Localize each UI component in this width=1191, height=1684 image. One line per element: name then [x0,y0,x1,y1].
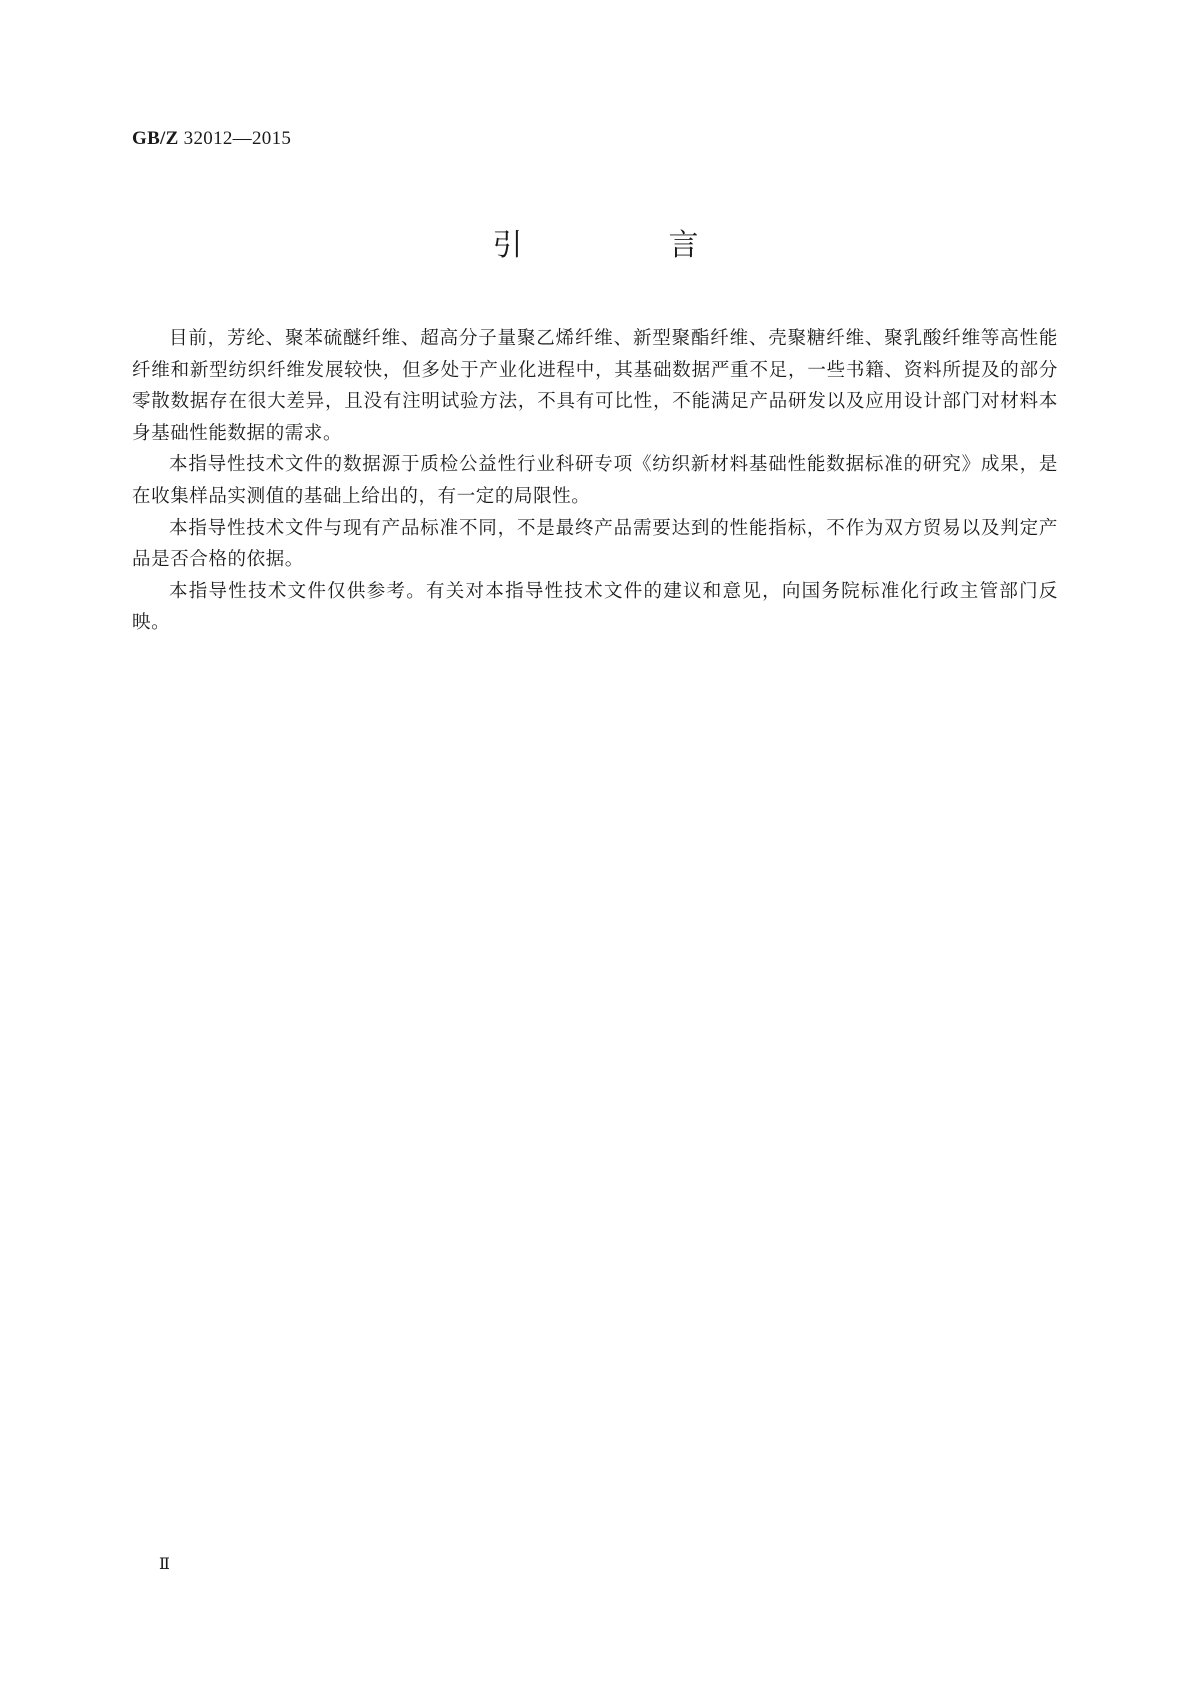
standard-number: 32012—2015 [183,128,292,149]
introduction-body [132,323,1058,639]
standard-code [132,128,291,150]
standard-prefix: GB/Z [132,128,179,149]
paragraph-4: 本指导性技术文件仅供参考。有关对本指导性技术文件的建议和意见，向国务院标准化行政主管部门反映。 [132,580,1058,634]
paragraph-3: 本指导性技术文件与现有产品标准不同，不是最终产品需要达到的性能指标，不作为双方贸易以及判定产品是否合格的依据。 [132,517,1058,571]
paragraph-2: 本指导性技术文件的数据源于质检公益性行业科研专项《纺织新材料基础性能数据标准的研究》成果，是在收集样品实测值的基础上给出的，有一定的局限性。 [132,454,1058,507]
page-number: Ⅱ [159,1556,170,1573]
paragraph-1: 目前，芳纶、聚苯硫醚纤维、超高分子量聚乙烯纤维、新型聚酯纤维、壳聚糖纤维、聚乳酸纤维等高性能纤维和新型纺织纤维发展较快，但多处于产业化进程中，其基础数据严重不足，一些书籍、资料所提及的部分零散数据存在很大差异，且没有注明试验方法，不具有可比性，不能满足产品研发以及应用设计部门对材料本身基础性能数据的需求。 [132,328,1058,444]
page-title: 引 言 [492,228,757,263]
